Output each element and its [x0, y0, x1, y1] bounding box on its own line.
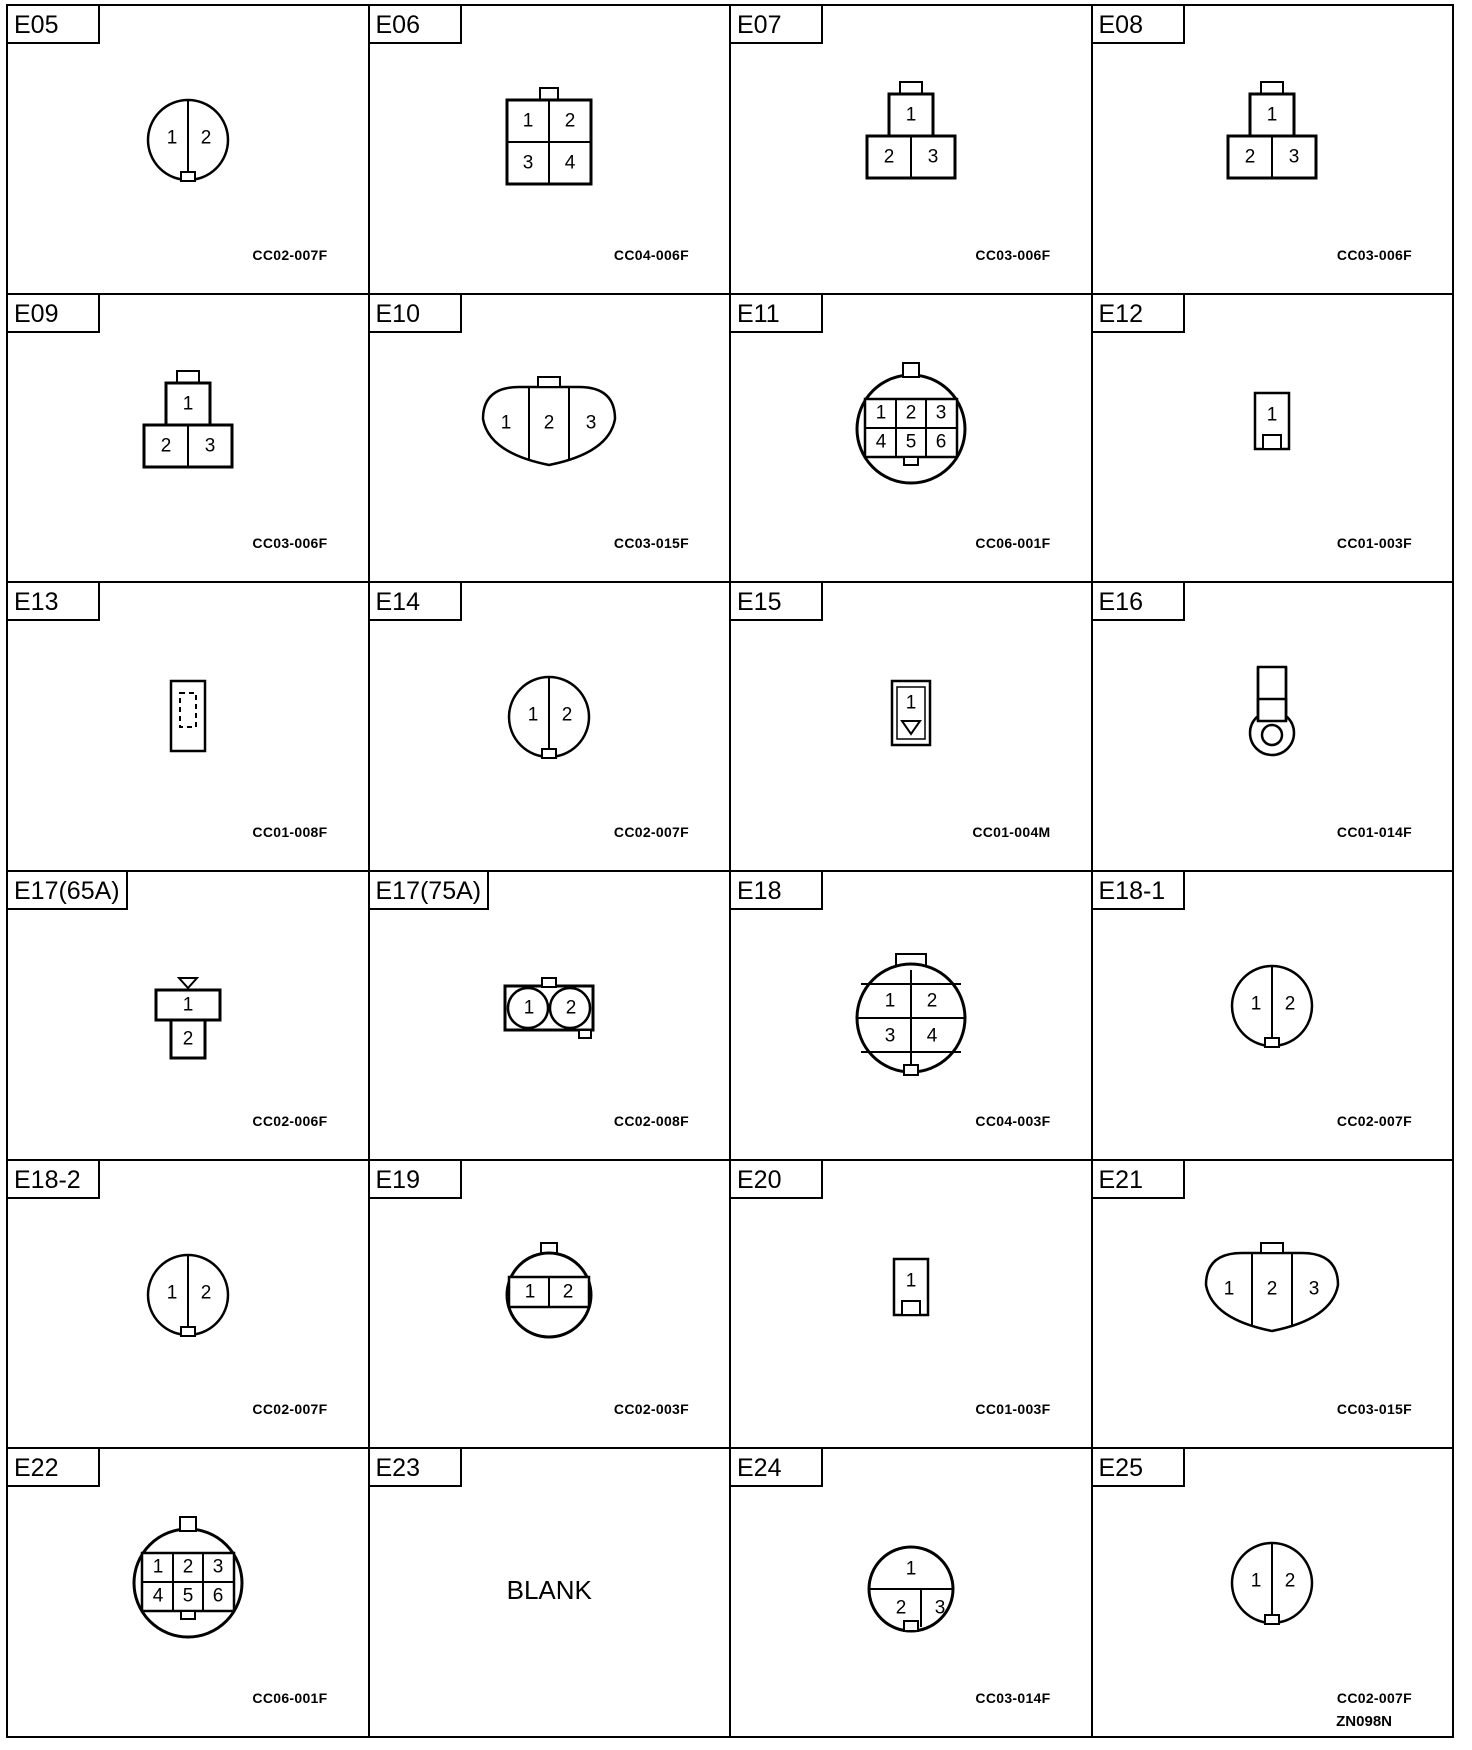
pin-number: 2 — [160, 435, 172, 457]
connector-part-code: CC01-008F — [252, 823, 328, 840]
connector-face-diagram — [811, 349, 1011, 519]
connector-tag: E14 — [370, 583, 462, 621]
connector-tag: E18 — [731, 872, 823, 910]
connector-tag: E12 — [1093, 295, 1185, 333]
blank-label: BLANK — [506, 1575, 592, 1606]
pin-number: 6 — [935, 431, 947, 453]
connector-cell — [731, 6, 1093, 295]
pin-number: 1 — [905, 104, 917, 126]
pin-number: 3 — [1308, 1278, 1320, 1300]
pin-number: 1 — [1250, 993, 1262, 1015]
connector-face-diagram — [449, 60, 649, 230]
connector-face-diagram — [449, 349, 649, 519]
pin-number: 2 — [182, 1556, 194, 1578]
connector-part-code: CC02-008F — [613, 1112, 689, 1129]
pin-number: 1 — [166, 127, 178, 149]
connector-cell — [370, 1161, 732, 1450]
connector-cell — [8, 6, 370, 295]
connector-tag: E20 — [731, 1161, 823, 1199]
pin-number: 2 — [200, 127, 212, 149]
connector-cell — [8, 1449, 370, 1738]
connector-face-diagram — [88, 926, 288, 1096]
connector-part-code: CC02-007F — [252, 1401, 328, 1418]
connector-part-code: CC01-004M — [972, 823, 1051, 840]
connector-face-diagram — [88, 349, 288, 519]
connector-part-code: CC02-003F — [613, 1401, 689, 1418]
connector-face-diagram — [1172, 60, 1372, 230]
pin-number: 3 — [934, 1597, 946, 1619]
connector-cell — [1093, 295, 1455, 584]
connector-tag: E11 — [731, 295, 823, 333]
connector-face-diagram — [1172, 637, 1372, 807]
pin-number: 4 — [564, 152, 576, 174]
pin-number: 3 — [1288, 146, 1300, 168]
connector-part-code: CC01-003F — [975, 1401, 1051, 1418]
pin-number: 3 — [204, 435, 216, 457]
pin-number: 6 — [212, 1585, 224, 1607]
connector-tag: E18-1 — [1093, 872, 1185, 910]
connector-part-code: CC02-007F — [1336, 1112, 1412, 1129]
connector-tag: E15 — [731, 583, 823, 621]
connector-face-diagram — [1172, 349, 1372, 519]
pin-number: 3 — [585, 412, 597, 434]
connector-face-diagram — [88, 60, 288, 230]
connector-cell — [370, 1449, 732, 1738]
connector-part-code: CC01-003F — [1336, 535, 1412, 552]
connector-face-diagram — [1172, 926, 1372, 1096]
pin-number: 1 — [905, 1558, 917, 1580]
pin-number: 1 — [522, 110, 534, 132]
sheet-id: ZN098N — [1336, 1712, 1392, 1730]
connector-part-code: CC01-014F — [1336, 823, 1412, 840]
connector-part-code: CC04-006F — [613, 246, 689, 263]
connector-tag: E06 — [370, 6, 462, 44]
connector-cell — [370, 583, 732, 872]
connector-tag: E23 — [370, 1449, 462, 1487]
connector-part-code: CC06-001F — [975, 535, 1051, 552]
connector-part-code: CC04-003F — [975, 1112, 1051, 1129]
pin-number: 5 — [905, 431, 917, 453]
connector-tag: E08 — [1093, 6, 1185, 44]
connector-face-diagram — [1172, 1215, 1372, 1385]
pin-number: 2 — [1284, 1570, 1296, 1592]
connector-cell — [1093, 583, 1455, 872]
connector-face-diagram — [811, 1215, 1011, 1385]
connector-part-code: CC03-015F — [1336, 1401, 1412, 1418]
pin-number: 2 — [895, 1597, 907, 1619]
connector-cell — [731, 1449, 1093, 1738]
connector-tag: E22 — [8, 1449, 100, 1487]
connector-face-diagram — [811, 60, 1011, 230]
connector-tag: E13 — [8, 583, 100, 621]
connector-tag: E25 — [1093, 1449, 1185, 1487]
pin-number: 1 — [524, 1281, 536, 1303]
connector-part-code: CC06-001F — [252, 1689, 328, 1706]
pin-number: 1 — [905, 692, 917, 714]
connector-cell — [1093, 1449, 1455, 1738]
pin-number: 1 — [166, 1282, 178, 1304]
connector-cell — [731, 872, 1093, 1161]
connector-face-diagram — [88, 637, 288, 807]
connector-tag: E16 — [1093, 583, 1185, 621]
connector-tag: E07 — [731, 6, 823, 44]
pin-number: 3 — [212, 1556, 224, 1578]
pin-number: 1 — [152, 1556, 164, 1578]
pin-number: 2 — [905, 402, 917, 424]
pin-number: 4 — [152, 1585, 164, 1607]
pin-number: 2 — [926, 990, 938, 1012]
connector-tag: E09 — [8, 295, 100, 333]
connector-cell — [1093, 6, 1455, 295]
connector-cell — [370, 6, 732, 295]
connector-face-diagram — [449, 926, 649, 1096]
pin-number: 2 — [182, 1028, 194, 1050]
pin-number: 4 — [875, 431, 887, 453]
pin-number: 1 — [527, 704, 539, 726]
connector-part-code: CC02-007F — [1336, 1689, 1412, 1706]
pin-number: 2 — [1284, 993, 1296, 1015]
connector-cell — [8, 1161, 370, 1450]
connector-face-diagram — [449, 1215, 649, 1385]
pin-number: 2 — [565, 997, 577, 1019]
pin-number: 5 — [182, 1585, 194, 1607]
pin-number: 2 — [883, 146, 895, 168]
connector-face-diagram — [811, 637, 1011, 807]
connector-tag: E17(75A) — [370, 872, 490, 910]
pin-number: 1 — [884, 990, 896, 1012]
connector-cell — [731, 295, 1093, 584]
pin-number: 1 — [1223, 1278, 1235, 1300]
connector-face-diagram — [1172, 1503, 1372, 1673]
pin-number: 2 — [564, 110, 576, 132]
pin-number: 4 — [926, 1025, 938, 1047]
connector-tag: E19 — [370, 1161, 462, 1199]
pin-number: 2 — [200, 1282, 212, 1304]
connector-part-code: CC03-014F — [975, 1689, 1051, 1706]
connector-tag: E17(65A) — [8, 872, 128, 910]
connector-face-diagram — [811, 1503, 1011, 1673]
pin-number: 1 — [875, 402, 887, 424]
connector-face-diagram — [811, 926, 1011, 1096]
pin-number: 2 — [561, 704, 573, 726]
connector-part-code: CC03-006F — [1336, 246, 1412, 263]
connector-cell — [731, 583, 1093, 872]
pin-number: 3 — [884, 1025, 896, 1047]
connector-part-code: CC03-015F — [613, 535, 689, 552]
pin-number: 1 — [500, 412, 512, 434]
connector-face-diagram — [88, 1215, 288, 1385]
pin-number: 1 — [182, 994, 194, 1016]
connector-cell — [370, 872, 732, 1161]
pin-number: 1 — [1266, 404, 1278, 426]
connector-cell — [370, 295, 732, 584]
pin-number: 1 — [523, 997, 535, 1019]
connector-cell — [8, 295, 370, 584]
pin-number: 2 — [543, 412, 555, 434]
connector-grid — [6, 4, 1454, 1738]
connector-part-code: CC03-006F — [252, 535, 328, 552]
pin-number: 1 — [905, 1270, 917, 1292]
pin-number: 2 — [1266, 1278, 1278, 1300]
connector-face-diagram — [449, 637, 649, 807]
connector-cell — [8, 583, 370, 872]
pin-number: 1 — [1250, 1570, 1262, 1592]
connector-cell — [1093, 872, 1455, 1161]
pin-number: 1 — [182, 393, 194, 415]
connector-cell — [731, 1161, 1093, 1450]
connector-part-code: CC02-007F — [252, 246, 328, 263]
connector-tag: E10 — [370, 295, 462, 333]
pin-number: 1 — [1266, 104, 1278, 126]
pin-number: 3 — [522, 152, 534, 174]
connector-tag: E18-2 — [8, 1161, 100, 1199]
pin-number: 2 — [1244, 146, 1256, 168]
pin-number: 3 — [935, 402, 947, 424]
connector-part-code: CC02-006F — [252, 1112, 328, 1129]
pin-number: 3 — [927, 146, 939, 168]
connector-part-code: CC02-007F — [613, 823, 689, 840]
pin-number: 2 — [562, 1281, 574, 1303]
connector-tag: E24 — [731, 1449, 823, 1487]
connector-tag: E21 — [1093, 1161, 1185, 1199]
connector-cell — [1093, 1161, 1455, 1450]
connector-tag: E05 — [8, 6, 100, 44]
connector-face-diagram — [88, 1503, 288, 1673]
connector-part-code: CC03-006F — [975, 246, 1051, 263]
connector-cell — [8, 872, 370, 1161]
